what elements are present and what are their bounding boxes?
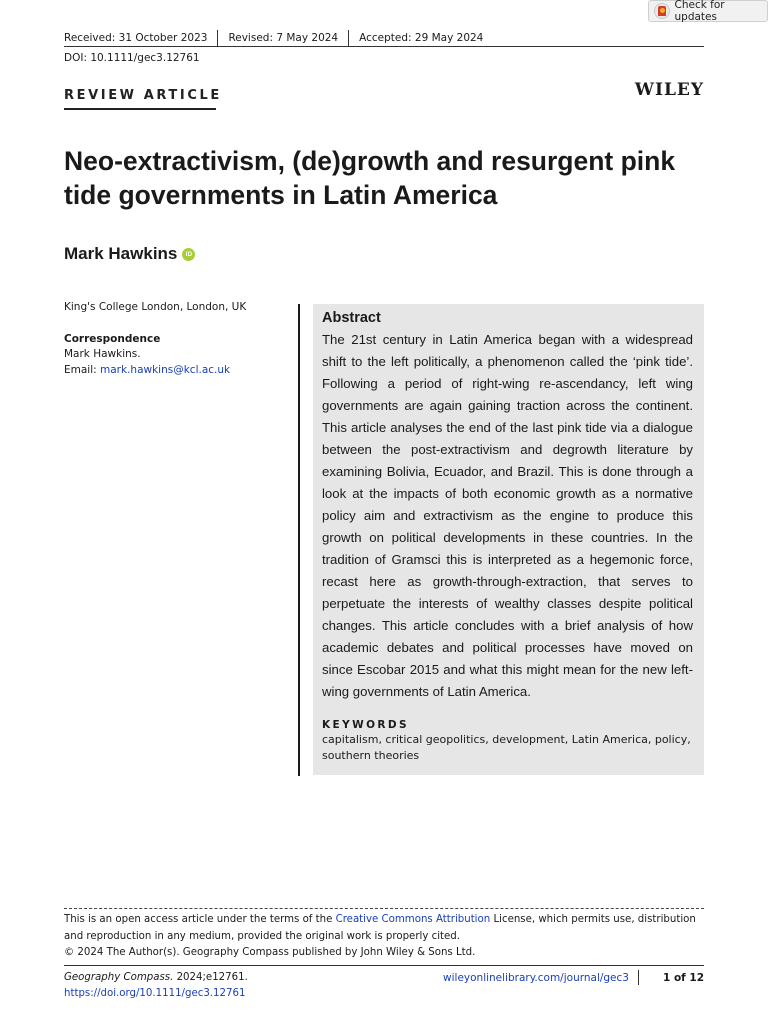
article-doi: DOI: 10.1111/gec3.12761 bbox=[64, 52, 200, 64]
header-divider bbox=[64, 46, 704, 47]
section-label-underline bbox=[64, 108, 216, 110]
section-label: REVIEW ARTICLE bbox=[64, 88, 222, 103]
check-for-updates-badge[interactable] bbox=[648, 0, 768, 22]
cc-license-link[interactable]: Creative Commons Attribution bbox=[335, 914, 491, 925]
accepted-date: Accepted: 29 May 2024 bbox=[348, 30, 493, 46]
author-name[interactable]: Mark Hawkins bbox=[64, 244, 178, 263]
doi-link[interactable]: https://doi.org/10.1111/gec3.12761 bbox=[64, 988, 246, 999]
author-info bbox=[64, 300, 284, 378]
license-notice bbox=[64, 912, 704, 962]
article-title: Neo-extractivism, (de)growth and resurgent pink tide governments in Latin America bbox=[64, 146, 676, 210]
column-divider bbox=[298, 304, 300, 776]
correspondence-heading: Correspondence bbox=[64, 332, 161, 345]
page-number: 1 of 12 bbox=[662, 971, 704, 984]
author-line bbox=[64, 244, 195, 264]
license-pre: This is an open access article under the terms of the bbox=[64, 914, 336, 925]
keywords-text: capitalism, critical geopolitics, development, Latin America, policy, southern theories bbox=[322, 733, 691, 762]
footer-citation bbox=[64, 970, 248, 1002]
copyright-text: © 2024 The Author(s). Geography Compass published by John Wiley & Sons Ltd. bbox=[64, 947, 476, 958]
abstract-text: The 21st century in Latin America began with a widespread shift to the left politically, a phenomenon called the ‘pink tide’. Following a period of right-wing re-ascendancy, left wing governments are again gaining traction across the continent. This article analyses the end of the last pink tide via a dialogue between the post-extractivism and degrowth literature by examining Bolivia, Ecuador, and Brazil. This is done through a look at the impacts of both economic growth as a normative policy aim and extractivism as the engine to produce this growth on political developments in these countries. In the tradition of Gramsci this is interpreted as a hegemonic force, recast here as growth-through-extraction, that serves to perpetuate the interests of wealthy classes despite political changes. This article concludes with a brief analysis of how academic debates and political processes have moved on since Escobar 2015 and what this might mean for the new left-wing governments of Latin America. bbox=[322, 332, 693, 699]
email-label: Email: bbox=[64, 363, 101, 376]
footer-divider bbox=[64, 965, 704, 966]
check-for-updates-label: Check for updates bbox=[674, 0, 725, 23]
received-date: Received: 31 October 2023 bbox=[64, 32, 208, 44]
footnote-divider bbox=[64, 908, 704, 909]
email-link[interactable]: mark.hawkins@kcl.ac.uk bbox=[100, 363, 231, 376]
orcid-icon[interactable]: iD bbox=[182, 248, 195, 261]
revised-date: Revised: 7 May 2024 bbox=[217, 30, 348, 46]
correspondence-email-line bbox=[64, 363, 284, 379]
journal-name: Geography Compass. bbox=[64, 972, 174, 983]
bookmark-update-icon bbox=[654, 3, 670, 19]
correspondence-name: Mark Hawkins. bbox=[64, 348, 141, 360]
article-dates bbox=[64, 30, 493, 46]
footer-right bbox=[443, 970, 704, 985]
license-post: License, which permits use, distribution and reproduction in any medium, provided the original work is properly cited. bbox=[64, 914, 696, 942]
publisher-logo: WILEY bbox=[634, 80, 704, 100]
abstract-panel bbox=[313, 304, 704, 775]
citation-text: 2024;e12761. bbox=[173, 972, 248, 983]
license-text bbox=[64, 912, 704, 945]
affiliation: King's College London, London, UK bbox=[64, 301, 247, 313]
abstract-heading: Abstract bbox=[322, 310, 381, 326]
journal-site-link[interactable]: wileyonlinelibrary.com/journal/gec3 bbox=[443, 971, 629, 984]
keywords-heading: KEYWORDS bbox=[322, 719, 409, 731]
